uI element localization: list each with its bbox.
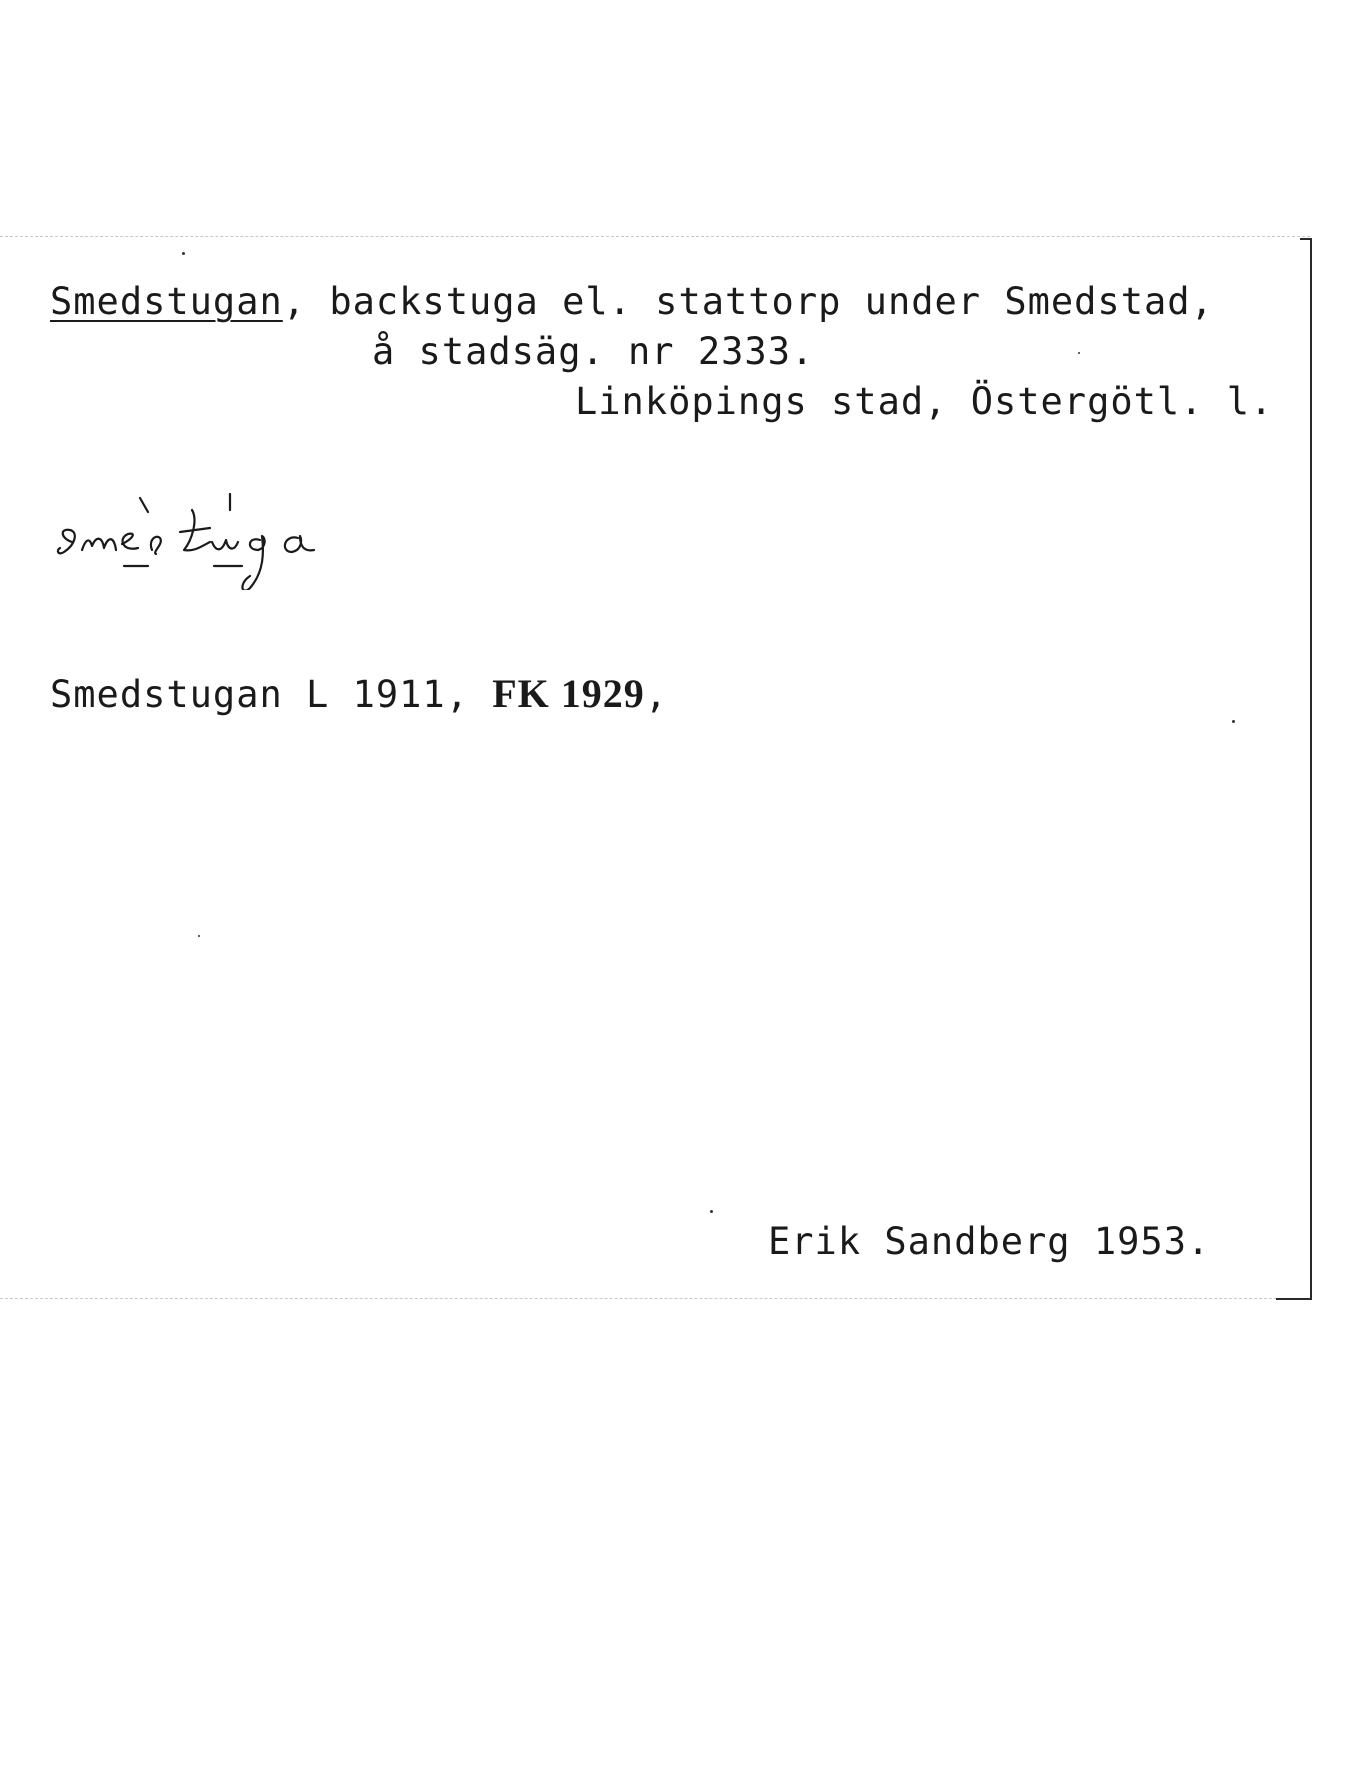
paper-speck	[182, 252, 185, 255]
handwritten-pronunciation	[52, 480, 452, 590]
heading-line	[50, 280, 1214, 324]
location-line: Linköpings stad, Östergötl. l.	[575, 380, 1274, 423]
paper-speck	[198, 935, 200, 937]
parcel-line: å stadsäg. nr 2333.	[372, 330, 815, 373]
sources-bold: FK 1929	[492, 671, 645, 716]
signature: Erik Sandberg 1953.	[768, 1220, 1211, 1263]
paper-speck	[1232, 720, 1235, 723]
sources-suffix: ,	[644, 673, 669, 716]
paper-speck	[710, 1210, 713, 1213]
card-right-edge	[1310, 238, 1312, 1300]
card-bottom-edge	[0, 1298, 1312, 1299]
heading-description: , backstuga el. stattorp under Smedstad,	[282, 280, 1214, 323]
card-top-edge	[0, 236, 1310, 237]
paper-speck	[1078, 352, 1080, 354]
card-bottom-tick	[1276, 1298, 1312, 1300]
sources-prefix: Smedstugan L 1911,	[50, 673, 493, 716]
sources-line	[50, 672, 668, 717]
place-name: Smedstugan	[50, 280, 283, 323]
